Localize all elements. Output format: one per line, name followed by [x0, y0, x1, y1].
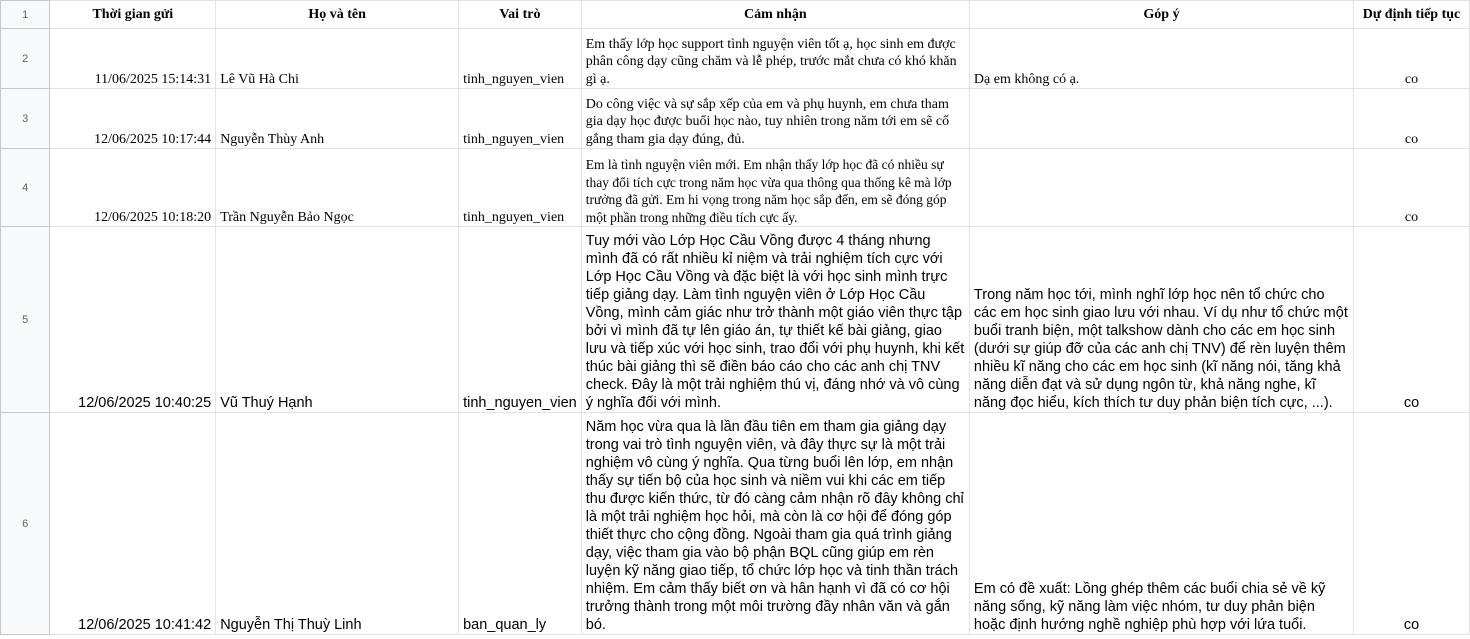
table-row	[1, 413, 1470, 635]
continue-cell[interactable]: co	[1354, 149, 1470, 227]
row-header-4[interactable]: 4	[1, 149, 50, 227]
column-header-suggestion[interactable]: Góp ý	[969, 1, 1353, 29]
table-row	[1, 89, 1470, 149]
timestamp-cell[interactable]: 12/06/2025 10:40:25	[50, 227, 216, 413]
table-row	[1, 29, 1470, 89]
name-cell[interactable]: Nguyễn Thùy Anh	[216, 89, 459, 149]
row-header-6[interactable]: 6	[1, 413, 50, 635]
timestamp-cell[interactable]: 12/06/2025 10:18:20	[50, 149, 216, 227]
header-row	[1, 1, 1470, 29]
column-header-feeling[interactable]: Cảm nhận	[581, 1, 969, 29]
name-cell[interactable]: Vũ Thuý Hạnh	[216, 227, 459, 413]
column-header-role[interactable]: Vai trò	[459, 1, 582, 29]
table-row	[1, 227, 1470, 413]
suggestion-cell[interactable]: Em có đề xuất: Lồng ghép thêm các buổi chia sẻ về kỹ năng sống, kỹ năng làm việc nhóm, tư duy phản biện hoặc định hướng nghề nghiệp phù hợp với lứa tuổi.	[969, 413, 1353, 635]
role-cell[interactable]: ban_quan_ly	[459, 413, 582, 635]
column-header-continue[interactable]: Dự định tiếp tục	[1354, 1, 1470, 29]
feeling-cell[interactable]: Tuy mới vào Lớp Học Cầu Vồng được 4 tháng nhưng mình đã có rất nhiều kỉ niệm và trải nghiệm tích cực với Lớp Học Cầu Vồng và đặc biệt là với học sinh mình trực tiếp giảng dạy. Làm tình nguyện viên ở Lớp Học Cầu Vồng, mình cảm giác như trở thành một giáo viên thực tập bởi vì mình đã tự lên giáo án, tự thiết kế bài giảng, giao lưu và tiếp xúc với học sinh, trao đổi với phụ huynh, khi kết thúc bài giảng thì sẽ điền báo cáo cho các anh chị TNV check. Đây là một trải nghiệm thú vị, đáng nhớ và vô cùng ý nghĩa đối với mình.	[581, 227, 969, 413]
role-cell[interactable]: tinh_nguyen_vien	[459, 29, 582, 89]
timestamp-cell[interactable]: 11/06/2025 15:14:31	[50, 29, 216, 89]
feeling-cell[interactable]: Em thấy lớp học support tình nguyện viên tốt ạ, học sinh em được phân công dạy cũng chăm và lễ phép, trước mắt chưa có khó khăn gì ạ.	[581, 29, 969, 89]
timestamp-cell[interactable]: 12/06/2025 10:41:42	[50, 413, 216, 635]
role-cell[interactable]: tinh_nguyen_vien	[459, 227, 582, 413]
suggestion-cell[interactable]	[969, 89, 1353, 149]
suggestion-cell[interactable]: Dạ em không có ạ.	[969, 29, 1353, 89]
column-header-name[interactable]: Họ và tên	[216, 1, 459, 29]
row-header-3[interactable]: 3	[1, 89, 50, 149]
feeling-cell[interactable]: Do công việc và sự sắp xếp của em và phụ huynh, em chưa tham gia dạy học được buổi học nào, tuy nhiên trong năm tới em sẽ cố gắng tham gia dạy đúng, đủ.	[581, 89, 969, 149]
role-cell[interactable]: tinh_nguyen_vien	[459, 149, 582, 227]
role-cell[interactable]: tinh_nguyen_vien	[459, 89, 582, 149]
row-header-2[interactable]: 2	[1, 29, 50, 89]
column-header-timestamp[interactable]: Thời gian gửi	[50, 1, 216, 29]
row-header-1[interactable]: 1	[1, 1, 50, 29]
name-cell[interactable]: Lê Vũ Hà Chi	[216, 29, 459, 89]
table-row	[1, 149, 1470, 227]
name-cell[interactable]: Nguyễn Thị Thuỳ Linh	[216, 413, 459, 635]
feeling-cell[interactable]: Năm học vừa qua là lần đầu tiên em tham gia giảng dạy trong vai trò tình nguyện viên, và đây thực sự là một trải nghiệm vô cùng ý nghĩa. Qua từng buổi lên lớp, em nhận thấy sự tiến bộ của học sinh và niềm vui khi các em tiếp thu được kiến thức, từ đó càng cảm nhận rõ đây không chỉ là một trải nghiệm học hỏi, mà còn là cơ hội để đóng góp thiết thực cho cộng đồng. Ngoài tham gia quá trình giảng dạy, việc tham gia vào bộ phận BQL cũng giúp em rèn luyện kỹ năng giao tiếp, tổ chức lớp học và tinh thần trách nhiệm. Em cảm thấy biết ơn và hân hạnh vì đã có cơ hội trưởng thành trong một môi trường đầy nhân văn và gắn bó.	[581, 413, 969, 635]
suggestion-cell[interactable]	[969, 149, 1353, 227]
feeling-cell[interactable]: Em là tình nguyện viên mới. Em nhận thấy lớp học đã có nhiều sự thay đổi tích cực trong năm học vừa qua thông qua thống kê mà lớp trưởng đã gửi. Em hi vọng trong năm học sắp đến, em sẽ đóng góp một phần trong những điều tích cực ấy.	[581, 149, 969, 227]
row-header-5[interactable]: 5	[1, 227, 50, 413]
continue-cell[interactable]: co	[1354, 413, 1470, 635]
suggestion-cell[interactable]: Trong năm học tới, mình nghĩ lớp học nên tổ chức cho các em học sinh giao lưu với nhau. Ví dụ như tổ chức một buổi tranh biện, một talkshow dành cho các em học sinh (dưới sự giúp đỡ của các anh chị TNV) để rèn luyện thêm nhiều kĩ năng cho các em học sinh (kĩ năng nói, tăng khả năng diễn đạt và sử dụng ngôn từ, khả năng nghe, kĩ năng đọc hiểu, kích thích tư duy phản biện tích cực, ...).	[969, 227, 1353, 413]
timestamp-cell[interactable]: 12/06/2025 10:17:44	[50, 89, 216, 149]
name-cell[interactable]: Trần Nguyễn Bảo Ngọc	[216, 149, 459, 227]
continue-cell[interactable]: co	[1354, 89, 1470, 149]
continue-cell[interactable]: co	[1354, 29, 1470, 89]
continue-cell[interactable]: co	[1354, 227, 1470, 413]
